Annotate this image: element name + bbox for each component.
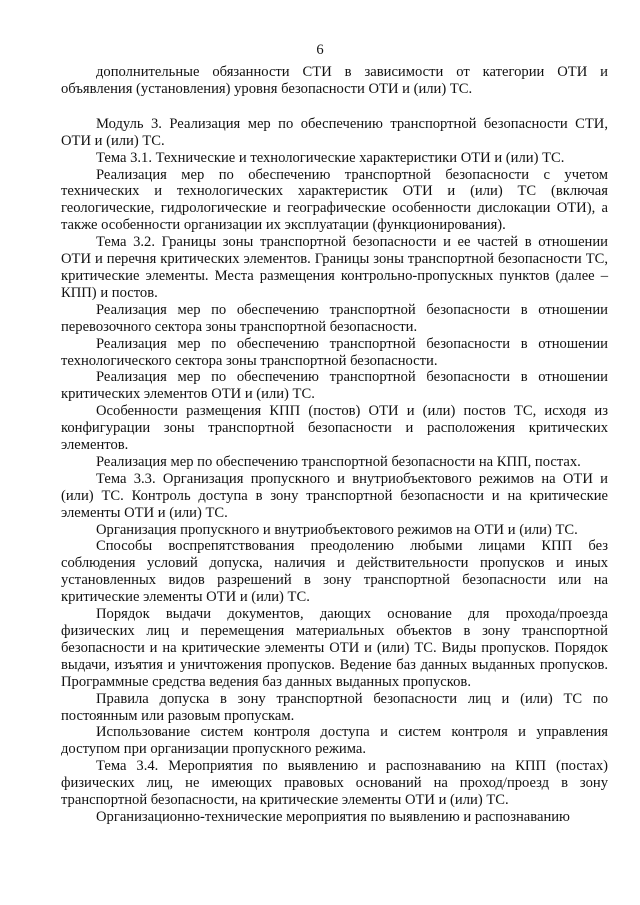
paragraph: Организация пропускного и внутриобъектового режимов на ОТИ и (или) ТС. [96,521,578,538]
paragraph: Реализация мер по обеспечению транспортной безопасности на КПП, постах. [96,453,581,470]
paragraph: Реализация мер по обеспечению транспортной безопасности в отношении технологического сектора зоны транспортной безопасности. [61,335,608,369]
paragraph-gap [61,98,608,116]
topic-heading: Тема 3.2. Границы зоны транспортной безопасности и ее частей в отношении ОТИ и перечня критических элементов. Границы зоны транспортной безопасности ТС, критические элементы. Места размещения контрольно-пропускных пунктов (далее – КПП) и постов. [61,234,608,301]
paragraph: Реализация мер по обеспечению транспортной безопасности в отношении перевозочного сектора зоны транспортной безопасности. [61,301,608,335]
paragraph: Правила допуска в зону транспортной безопасности лиц и (или) ТС по постоянным или разовым пропускам. [61,690,608,724]
topic-heading: Тема 3.3. Организация пропускного и внутриобъектового режимов на ОТИ и (или) ТС. Контроль доступа в зону транспортной безопасности и на критические элементы ОТИ и (или) ТС. [61,470,608,521]
body-text [61,64,608,826]
paragraph: Порядок выдачи документов, дающих основание для прохода/проезда физических лиц и перемещения материальных объектов в зону транспортной безопасности и на критические элементы ОТИ и (или) ТС. Виды пропусков. Порядок выдачи, изъятия и уничтожения пропусков. Ведение баз данных выданных пропусков. Программные средства ведения баз данных выданных пропусков. [61,606,608,690]
paragraph: Использование систем контроля доступа и систем контроля и управления доступом при организации пропускного режима. [61,724,608,758]
paragraph: Реализация мер по обеспечению транспортной безопасности в отношении критических элементов ОТИ и (или) ТС. [61,369,608,403]
topic-heading: Тема 3.1. Технические и технологические характеристики ОТИ и (или) ТС. [96,149,565,166]
paragraph: Реализация мер по обеспечению транспортной безопасности с учетом технических и технологических характеристик ОТИ и (или) ТС (включая геологические, гидрологические и географические особенности дислокации ОТИ), а также особенности организации их эксплуатации (функционирования). [61,166,608,234]
paragraph: Особенности размещения КПП (постов) ОТИ и (или) постов ТС, исходя из конфигурации зоны транспортной безопасности и расположения критических элементов. [61,403,608,454]
topic-heading: Тема 3.4. Мероприятия по выявлению и распознаванию на КПП (постах) физических лиц, не имеющих правовых оснований на проход/проезд в зону транспортной безопасности, на критические элементы ОТИ и (или) ТС. [61,758,608,809]
paragraph: Организационно-технические мероприятия по выявлению и распознаванию [96,808,570,825]
paragraph: дополнительные обязанности СТИ в зависимости от категории ОТИ и объявления (установления) уровня безопасности ОТИ и (или) ТС. [61,64,608,97]
page-number: 6 [316,42,324,58]
paragraph: Способы воспрепятствования преодолению любыми лицами КПП без соблюдения условий допуска, наличия и действительности пропусков и иных установленных видов разрешений в зону транспортной безопасности или на критические элементы ОТИ и (или) ТС. [61,538,608,606]
module-heading: Модуль 3. Реализация мер по обеспечению транспортной безопасности СТИ, ОТИ и (или) ТС. [61,115,608,149]
